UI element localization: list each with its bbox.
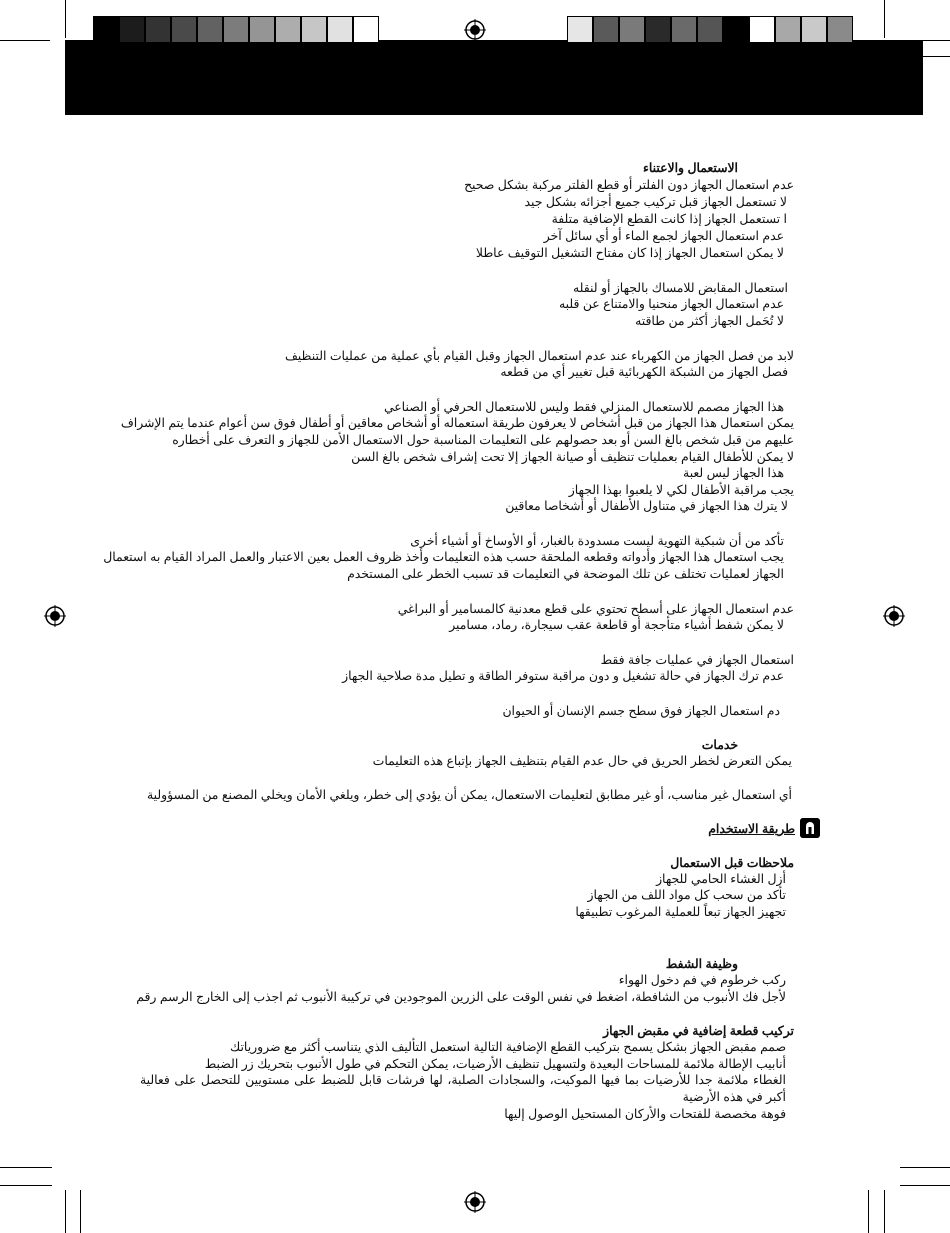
usage-care-line: لا يمكن استعمال الجهاز إذا كان مفتاح التشغيل التوقيف عاطلا: [475, 246, 784, 260]
usage-care-heading: الاستعمال والاعتناء: [643, 161, 738, 175]
color-swatch: [567, 16, 593, 43]
color-swatch: [749, 16, 775, 43]
ventilation-line: تأكد من أن شبكية التهوية ليست مسدودة بالغبار، أو الأوساخ أو أشياء أخرى: [410, 534, 784, 548]
color-swatch: [801, 16, 827, 43]
color-swatch: [171, 16, 197, 43]
color-swatch: [249, 16, 275, 43]
color-swatch: [827, 16, 853, 43]
notes-heading: ملاحظات قبل الاستعمال: [670, 856, 794, 870]
usage-care-line: عدم استعمال الجهاز دون الفلتر أو قطع الفلتر مركبة بشكل صحيح: [464, 178, 794, 192]
usage-care-line: عدم استعمال الجهاز لجمع الماء أو أي سائل آخر: [543, 229, 784, 243]
color-swatch: [671, 16, 697, 43]
color-swatch: [301, 16, 327, 43]
color-bar-right: [567, 16, 853, 43]
dry-line: استعمال الجهاز في عمليات جافة فقط: [600, 653, 794, 667]
electric-line: لابد من فصل الجهاز من الكهرباء عند عدم استعمال الجهاز وقبل القيام بأي عملية من عمليات التنظيف: [284, 349, 794, 363]
color-swatch: [593, 16, 619, 43]
handles-line: لا تُحَمل الجهاز أكثر من طاقته: [635, 314, 784, 328]
registration-mark-icon: [464, 19, 486, 41]
suction-heading: وظيفة الشفط: [665, 957, 738, 971]
suction-line: ركب خرطوم في فم دخول الهواء: [618, 973, 786, 987]
handles-line: عدم استعمال الجهاز منحنيا والامتناع عن قلبه: [558, 297, 784, 311]
usage-care-line: لا تستعمل الجهاز قبل تركيب جميع أجزائه بشكل جيد: [524, 195, 787, 209]
accessory-heading: تركيب قطعة إضافية في مقبض الجهاز: [603, 1024, 794, 1038]
crop-mark: [884, 1190, 885, 1233]
crop-mark: [868, 1190, 869, 1233]
color-swatch: [93, 16, 119, 43]
suction-line: لأجل فك الأنبوب من الشافطة، اضغط في نفس الوقت على الزرين الموجودين في تركيبة الأنبوب ثم اجذب إلى الخارج الرسم رقم: [136, 990, 786, 1004]
color-swatch: [119, 16, 145, 43]
accessory-line: أنابيب الإطالة ملائمة للمساحات البعيدة ولتسهيل تنظيف الأرضيات، يمكن التحكم في طول الأنبوب بتحريك زر الضبط: [204, 1057, 786, 1071]
surfaces-line: عدم استعمال الجهاز على أسطح تحتوي على قطع معدنية كالمسامير أو البراغي: [397, 602, 794, 616]
domestic-line: لا يمكن للأطفال القيام بعمليات تنظيف أو صيانة الجهاز إلا تحت إشراف شخص بالغ السن: [351, 450, 794, 464]
crop-mark: [80, 1190, 81, 1233]
registration-mark-icon: [883, 605, 905, 627]
crop-mark: [900, 1167, 950, 1168]
crop-mark: [884, 0, 885, 38]
services-line: أي استعمال غير مناسب، أو غير مطابق لتعليمات الاستعمال، يمكن أن يؤدي إلى خطر، ويلغي الأمان ويخلي المصنع من المسؤولية: [146, 788, 792, 802]
color-swatch: [645, 16, 671, 43]
domestic-line: لا يترك هذا الجهاز في متناول الأطفال أو أشخاصا معاقين: [505, 499, 788, 513]
header-band: [65, 40, 923, 115]
color-swatch: [145, 16, 171, 43]
crop-mark: [900, 1185, 950, 1186]
ventilation-line: يجب استعمال هذا الجهاز وأدواته وقطعه الملحقة حسب هذه التعليمات وأخذ ظروف العمل بعين الاعتبار والعمل المراد القيام به استعمال: [103, 550, 784, 564]
crop-mark: [65, 1190, 66, 1233]
domestic-line: يمكن استعمال هذا الجهاز من قبل أشخاص لا يعرفون طريقة استعماله أو أشخاص معاقين أو أطفال فوق سن أعوام عندما يتم الإشراف: [120, 416, 794, 430]
accessory-line: فوهة مخصصة للفتحات والأركان المستحيل الوصول إليها: [504, 1107, 786, 1121]
color-swatch: [327, 16, 353, 43]
color-swatch: [353, 16, 379, 43]
color-swatch: [197, 16, 223, 43]
notes-line: تأكد من سحب كل مواد اللف من الجهاز: [587, 888, 786, 902]
method-heading: طريقة الاستخدام: [708, 822, 795, 836]
ventilation-line: الجهاز لعمليات تختلف عن تلك الموضحة في التعليمات قد تسبب الخطر على المستخدم: [347, 567, 784, 581]
color-swatch: [723, 16, 749, 43]
services-line: يمكن التعرض لخطر الحريق في حال عدم القيام بتنظيف الجهاز بإتباع هذه التعليمات: [372, 754, 792, 768]
domestic-line: هذا الجهاز مصمم للاستعمال المنزلي فقط وليس للاستعمال الحرفي أو الصناعي: [383, 400, 784, 414]
crop-mark: [0, 40, 50, 41]
dry-line: عدم ترك الجهاز في حالة تشغيل و دون مراقبة ستوفر الطاقة و تطيل مدة صلاحية الجهاز: [342, 669, 784, 683]
color-bar-left: [93, 16, 379, 43]
notes-line: أزل الغشاء الحامي للجهاز: [656, 872, 786, 886]
registration-mark-icon: [44, 605, 66, 627]
accessory-paragraph: الغطاء ملائمة جدا للأرضيات بما فيها الموكيت، والسجادات الصلبة، لها فرشات قابل للضبط على مستويين للتحصل على فعالية أكبر في هذه الأرضية: [140, 1073, 786, 1104]
domestic-line: عليهم من قبل شخص بالغ السن أو بعد حصولهم على التعليمات المناسبة حول الاستعمال الأمن للجهاز و التعرف على أخطاره: [172, 433, 794, 447]
notes-line: تجهيز الجهاز تبعاً للعملية المرغوب تطبيقها: [575, 905, 786, 919]
services-heading: خدمات: [701, 738, 738, 752]
accessory-line: صمم مقبض الجهاز بشكل يسمح بتركيب القطع الإضافية التالية استعمل التأليف الذي يتناسب أكثر مع ضرورياتك: [230, 1040, 786, 1054]
crop-mark: [65, 0, 66, 38]
crop-mark: [0, 1185, 52, 1186]
surfaces-line: لا يمكن شفط أشياء متأججة أو قاطعة عقب سيجارة، رماد، مسامير: [449, 618, 784, 632]
handles-line: استعمال المقابض للامساك بالجهاز أو لنقله: [572, 281, 788, 295]
domestic-line: هذا الجهاز ليس لعبة: [683, 466, 784, 480]
domestic-line: يجب مراقبة الأطفال لكي لا يلعبوا بهذا الجهاز: [568, 483, 794, 497]
body-warning: دم استعمال الجهاز فوق سطح جسم الإنسان أو الحيوان: [502, 704, 780, 718]
color-swatch: [697, 16, 723, 43]
color-swatch: [619, 16, 645, 43]
vacuum-icon: [800, 818, 820, 838]
crop-mark: [0, 1167, 52, 1168]
color-swatch: [775, 16, 801, 43]
electric-line: فصل الجهاز من الشبكة الكهربائية قبل تغيير أي من قطعه: [500, 365, 788, 379]
color-swatch: [275, 16, 301, 43]
registration-mark-icon: [464, 1191, 486, 1213]
color-swatch: [223, 16, 249, 43]
usage-care-line: ا تستعمل الجهاز إذا كانت القطع الإضافية متلفة: [551, 212, 787, 226]
